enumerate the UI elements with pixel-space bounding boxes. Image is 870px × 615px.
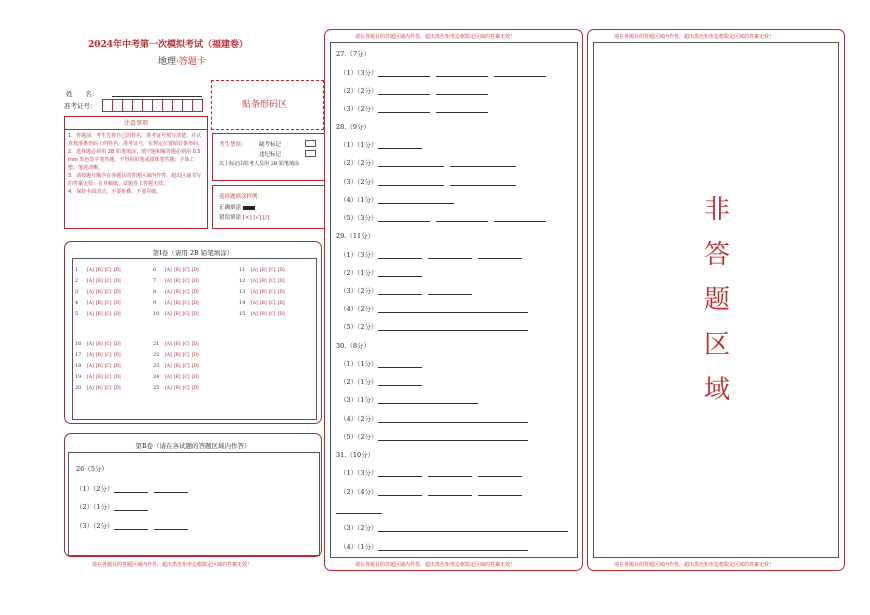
mc-option-bubble[interactable]: [C] [104, 353, 112, 358]
mc-number: 6 [153, 267, 157, 273]
notice-item: 1．答题前，考生先将自己的姓名，准考证号填写清楚，并认真核准条形码上的姓名、准考证号，在规定位置贴好条形码。 [68, 133, 204, 147]
mc-number: 21 [153, 341, 160, 347]
fill-sample-box [212, 185, 325, 229]
discipline-checkbox[interactable] [305, 150, 316, 157]
q26-line[interactable]: （1）（2分） [76, 484, 194, 493]
mc-question [153, 289, 199, 295]
id-label: 准考证号： [64, 102, 97, 110]
mc-question [75, 374, 121, 380]
mc-option-bubble[interactable]: [B] [259, 279, 267, 284]
mc-option-bubble[interactable]: [D] [191, 342, 199, 347]
mc-option-bubble[interactable]: [D] [277, 290, 285, 295]
q29-line[interactable]: （3）（2分） [340, 286, 478, 295]
mc-number: 12 [239, 278, 246, 284]
q30-head: 30.（8分） [336, 342, 370, 350]
mc-question [153, 278, 199, 284]
mc-number: 19 [75, 374, 82, 380]
mc-option-bubble[interactable]: [D] [113, 364, 121, 369]
mc-question [153, 352, 199, 358]
mc-option-bubble[interactable]: [B] [173, 279, 181, 284]
mc-option-bubble[interactable]: [C] [268, 279, 276, 284]
mc-option-bubble[interactable]: [C] [104, 279, 112, 284]
mc-number: 1 [75, 267, 79, 273]
wrong-sample: 错误填涂 [×] [√] [/] [219, 215, 270, 221]
mc-option-bubble[interactable]: [C] [182, 375, 190, 380]
q31-line[interactable]: （4）（1分） [340, 542, 534, 551]
mc-option-bubble[interactable]: [A] [87, 268, 94, 273]
mc-option-bubble[interactable]: [D] [191, 268, 199, 273]
mc-number: 7 [153, 278, 157, 284]
mc-number: 2 [75, 278, 79, 284]
mc-option-bubble[interactable]: [A] [165, 290, 172, 295]
mc-option-bubble[interactable]: [B] [173, 268, 181, 273]
q26-head: 26（5分） [76, 465, 108, 473]
absent-label: 考生禁填： [219, 142, 247, 148]
mc-option-bubble[interactable]: [B] [95, 364, 103, 369]
mc-option-bubble[interactable]: [D] [191, 279, 199, 284]
q31-line[interactable]: （3）（2分） [340, 523, 574, 532]
mc-question [153, 341, 199, 347]
mc-option-bubble[interactable]: [B] [173, 386, 181, 391]
mc-question [239, 300, 285, 306]
mc-option-bubble[interactable]: [C] [104, 364, 112, 369]
mc-option-bubble[interactable]: [B] [95, 375, 103, 380]
mc-option-bubble[interactable]: [A] [251, 279, 258, 284]
warning-middle-bottom: 请在各题目的答题区域内作答，超出黑色矩形边框限定区域的答案无效！ [355, 562, 516, 568]
mc-option-bubble[interactable]: [C] [104, 375, 112, 380]
filled-bubble-icon [243, 206, 255, 210]
mc-question [75, 363, 121, 369]
mc-number: 10 [153, 311, 160, 317]
mc-option-bubble[interactable]: [A] [251, 312, 258, 317]
mc-question [239, 267, 285, 273]
barcode-label: 贴条形码区 [242, 100, 288, 110]
mc-number: 24 [153, 374, 160, 380]
q28-line[interactable]: （2）（2分） [340, 158, 522, 167]
mc-question [75, 267, 121, 273]
mc-option-bubble[interactable]: [D] [113, 268, 121, 273]
q27-line[interactable]: （3）（2分） [340, 104, 494, 113]
mc-number: 8 [153, 289, 157, 295]
q29-head: 29.（11分） [336, 232, 375, 240]
mc-option-bubble[interactable]: [A] [87, 312, 94, 317]
exam-title: 2024年中考第一次模拟考试（福建卷） [88, 40, 249, 50]
mc-option-bubble[interactable]: [B] [173, 301, 181, 306]
mc-option-bubble[interactable]: [B] [95, 268, 103, 273]
mc-option-bubble[interactable]: [C] [104, 386, 112, 391]
mc-option-bubble[interactable]: [A] [87, 290, 94, 295]
name-field[interactable] [112, 96, 202, 97]
notice-item: 3．请按题号顺序在各题目的答题区域内作答，超出区域书写的答案无效；在草稿纸、试题卷上答题无效。 [68, 173, 202, 187]
id-number-boxes[interactable] [102, 99, 203, 112]
mc-option-bubble[interactable]: [D] [113, 342, 121, 347]
mc-option-bubble[interactable]: [B] [173, 353, 181, 358]
mc-option-bubble[interactable]: [C] [268, 312, 276, 317]
warning-right-bottom: 请在各题目的答题区域内作答，超出黑色矩形边框限定区域的答案无效！ [614, 562, 775, 568]
mc-option-bubble[interactable]: [A] [87, 279, 94, 284]
mc-number: 17 [75, 352, 82, 358]
mc-option-bubble[interactable]: [A] [165, 386, 172, 391]
mc-option-bubble[interactable]: [A] [251, 290, 258, 295]
warning-middle-top: 请在各题目的答题区域内作答，超出黑色矩形边框限定区域的答案无效！ [355, 34, 516, 40]
mc-question [75, 278, 121, 284]
mc-number: 5 [75, 311, 79, 317]
mc-option-bubble[interactable]: [D] [191, 386, 199, 391]
mc-number: 4 [75, 300, 79, 306]
mc-number: 25 [153, 385, 160, 391]
mc-option-bubble[interactable]: [A] [165, 353, 172, 358]
mc-question [239, 278, 285, 284]
q26-line[interactable]: （2）（1分） [76, 502, 154, 511]
notice-item: 4．保持卡面清洁，不要折叠、不要弄破。 [68, 189, 162, 195]
q28-head: 28.（9分） [336, 123, 370, 131]
mc-option-bubble[interactable]: [C] [182, 279, 190, 284]
barcode-area [211, 80, 324, 130]
mc-option-bubble[interactable]: [B] [173, 312, 181, 317]
mc-question [75, 311, 121, 317]
q29-line[interactable]: （2）（1分） [340, 268, 428, 277]
q27-line[interactable]: （2）（2分） [340, 86, 494, 95]
mc-number: 11 [239, 267, 246, 273]
absent-checkbox[interactable] [305, 140, 316, 147]
name-label: 姓 名： [66, 90, 99, 98]
mc-option-bubble[interactable]: [B] [173, 364, 181, 369]
card-label: 答题卡 [178, 57, 206, 67]
mc-option-bubble[interactable]: [D] [113, 279, 121, 284]
mc-number: 16 [75, 341, 82, 347]
sample-title: 选择题填涂样例： [219, 194, 264, 200]
mc-option-bubble[interactable]: [B] [259, 290, 267, 295]
q31-head: 31.（10分） [336, 451, 375, 459]
mc-option-bubble[interactable]: [B] [95, 353, 103, 358]
notice-box [64, 116, 208, 229]
mc-option-bubble[interactable]: [D] [277, 279, 285, 284]
mc-option-bubble[interactable]: [B] [95, 342, 103, 347]
q28-line[interactable]: （3）（2分） [340, 177, 522, 186]
mc-option-bubble[interactable]: [D] [113, 375, 121, 380]
q30-line[interactable]: （2）（1分） [340, 377, 428, 386]
part1-title: 第Ⅰ卷（请用 2B 铅笔填涂） [152, 249, 234, 257]
mc-question [239, 289, 285, 295]
q29-line[interactable]: （1）（3分） [340, 250, 528, 259]
q30-line[interactable]: （3）（1分） [340, 395, 484, 404]
mc-question [75, 385, 121, 391]
middle-inner-box [330, 42, 578, 558]
non-answer-zone-label: 非 答 题 区 域 [703, 195, 730, 405]
part2-inner [68, 452, 320, 556]
card-subtitle: 地理·答题卡 [158, 57, 206, 67]
mc-option-bubble[interactable]: [C] [182, 290, 190, 295]
mc-option-bubble[interactable]: [C] [104, 342, 112, 347]
mc-option-bubble[interactable]: [D] [113, 290, 121, 295]
mc-option-bubble[interactable]: [D] [277, 301, 285, 306]
mc-question [239, 311, 285, 317]
mc-option-bubble[interactable]: [B] [95, 312, 103, 317]
mc-option-bubble[interactable]: [A] [165, 279, 172, 284]
absent-mark-box [212, 133, 325, 181]
mc-option-bubble[interactable]: [D] [191, 353, 199, 358]
mc-option-bubble[interactable]: [A] [87, 375, 94, 380]
discipline-option: 违纪标记 [259, 152, 282, 158]
mc-option-bubble[interactable]: [D] [191, 290, 199, 295]
mc-option-bubble[interactable]: [A] [87, 364, 94, 369]
q26-line[interactable]: （3）（2分） [76, 521, 194, 530]
mc-option-bubble[interactable]: [D] [113, 386, 121, 391]
mc-option-bubble[interactable]: [B] [95, 290, 103, 295]
mc-option-bubble[interactable]: [C] [182, 301, 190, 306]
mc-question [75, 300, 121, 306]
mc-number: 18 [75, 363, 82, 369]
q29-line[interactable]: （5）（2分） [340, 322, 534, 331]
q30-line[interactable]: （4）（2分） [340, 414, 534, 423]
q30-line[interactable]: （1）（1分） [340, 359, 428, 368]
subject-label: 地理 [158, 57, 177, 67]
mc-question [153, 385, 199, 391]
mc-option-bubble[interactable]: [D] [191, 301, 199, 306]
mc-question [75, 289, 121, 295]
mc-option-bubble[interactable]: [A] [165, 301, 172, 306]
mc-option-bubble[interactable]: [B] [259, 301, 267, 306]
mc-option-bubble[interactable]: [C] [182, 342, 190, 347]
mc-question [153, 300, 199, 306]
part2-title: 第Ⅱ卷（请在各试题的答题区域内作答） [135, 442, 251, 450]
mc-question [153, 311, 199, 317]
mc-option-bubble[interactable]: [D] [113, 312, 121, 317]
mc-option-bubble[interactable]: [C] [104, 301, 112, 306]
mc-number: 13 [239, 289, 246, 295]
mc-number: 15 [239, 311, 246, 317]
mc-option-bubble[interactable]: [C] [104, 268, 112, 273]
mc-option-bubble[interactable]: [B] [173, 342, 181, 347]
q28-line[interactable]: （4）（1分） [340, 195, 460, 204]
q31-line[interactable]: （1）（3分） [340, 468, 528, 477]
mc-option-bubble[interactable]: [A] [165, 312, 172, 317]
mc-option-bubble[interactable]: [C] [182, 353, 190, 358]
mc-option-bubble[interactable]: [D] [191, 375, 199, 380]
mc-number: 9 [153, 300, 157, 306]
mc-option-bubble[interactable]: [C] [182, 364, 190, 369]
notice-item: 2．选择题必须用 2B 铅笔填涂；填空题和解答题必须用 0.5 mm 黑色签字笔答题，不得用铅笔或圆珠笔答题；字体工整、笔迹清晰。 [68, 149, 201, 171]
mc-number: 3 [75, 289, 79, 295]
mc-option-bubble[interactable]: [D] [113, 301, 121, 306]
mc-option-bubble[interactable]: [C] [104, 312, 112, 317]
notice-title: 注意事项 [65, 117, 207, 130]
mc-option-bubble[interactable]: [A] [87, 342, 94, 347]
mc-number: 20 [75, 385, 82, 391]
q31-line[interactable]: （2）（4分） [340, 487, 528, 496]
part2-panel [64, 433, 322, 557]
mc-option-bubble[interactable]: [A] [251, 268, 258, 273]
q27-line[interactable]: （1）（3分） [340, 68, 552, 77]
absent-note: 以上标记由监考人员用 2B 铅笔填涂 [219, 161, 300, 167]
mc-number: 23 [153, 363, 160, 369]
mc-option-bubble[interactable]: [C] [268, 290, 276, 295]
mc-question [75, 352, 121, 358]
warning-left: 请在各题目的答题区域内作答，超出黑色矩形边框限定区域的答案无效！ [92, 562, 253, 568]
mc-option-bubble[interactable]: [A] [87, 301, 94, 306]
q27-head: 27.（7分） [336, 50, 370, 58]
mc-option-bubble[interactable]: [C] [182, 312, 190, 317]
mc-option-bubble[interactable]: [D] [191, 312, 199, 317]
part1-panel [64, 241, 322, 424]
mc-option-bubble[interactable]: [D] [277, 268, 285, 273]
warning-right-top: 请在各题目的答题区域内作答，超出黑色矩形边框限定区域的答案无效！ [614, 34, 775, 40]
mc-option-bubble[interactable]: [B] [95, 279, 103, 284]
q30-line[interactable]: （5）（2分） [340, 432, 534, 441]
mc-option-bubble[interactable]: [A] [165, 364, 172, 369]
correct-sample: 正确填涂 [219, 203, 255, 211]
absent-option: 缺考标记 [259, 142, 282, 148]
mc-question [153, 374, 199, 380]
mc-option-bubble[interactable]: [B] [95, 301, 103, 306]
mc-question [153, 267, 199, 273]
mc-option-bubble[interactable]: [B] [173, 290, 181, 295]
mc-option-bubble[interactable]: [C] [182, 268, 190, 273]
mc-option-bubble[interactable]: [A] [87, 353, 94, 358]
mc-question [75, 341, 121, 347]
q28-line[interactable]: （1）（1分） [340, 140, 428, 149]
mc-number: 14 [239, 300, 246, 306]
mc-option-bubble[interactable]: [B] [95, 386, 103, 391]
mc-question [153, 363, 199, 369]
mc-option-bubble[interactable]: [B] [259, 312, 267, 317]
mc-option-bubble[interactable]: [A] [165, 268, 172, 273]
mc-option-bubble[interactable]: [C] [104, 290, 112, 295]
mc-option-bubble[interactable]: [C] [182, 386, 190, 391]
mc-option-bubble[interactable]: [D] [277, 312, 285, 317]
mc-option-bubble[interactable]: [D] [113, 353, 121, 358]
q29-line[interactable]: （4）（2分） [340, 304, 534, 313]
mc-option-bubble[interactable]: [D] [191, 364, 199, 369]
mc-option-bubble[interactable]: [B] [259, 268, 267, 273]
mc-option-bubble[interactable]: [A] [165, 342, 172, 347]
mc-option-bubble[interactable]: [A] [165, 375, 172, 380]
mc-option-bubble[interactable]: [A] [87, 386, 94, 391]
mc-number: 22 [153, 352, 160, 358]
mc-option-bubble[interactable]: [B] [173, 375, 181, 380]
q31-extra-line[interactable] [336, 513, 382, 514]
mc-option-bubble[interactable]: [C] [268, 301, 276, 306]
mc-option-bubble[interactable]: [C] [268, 268, 276, 273]
q28-line[interactable]: （5）（3分） [340, 213, 552, 222]
mc-option-bubble[interactable]: [A] [251, 301, 258, 306]
